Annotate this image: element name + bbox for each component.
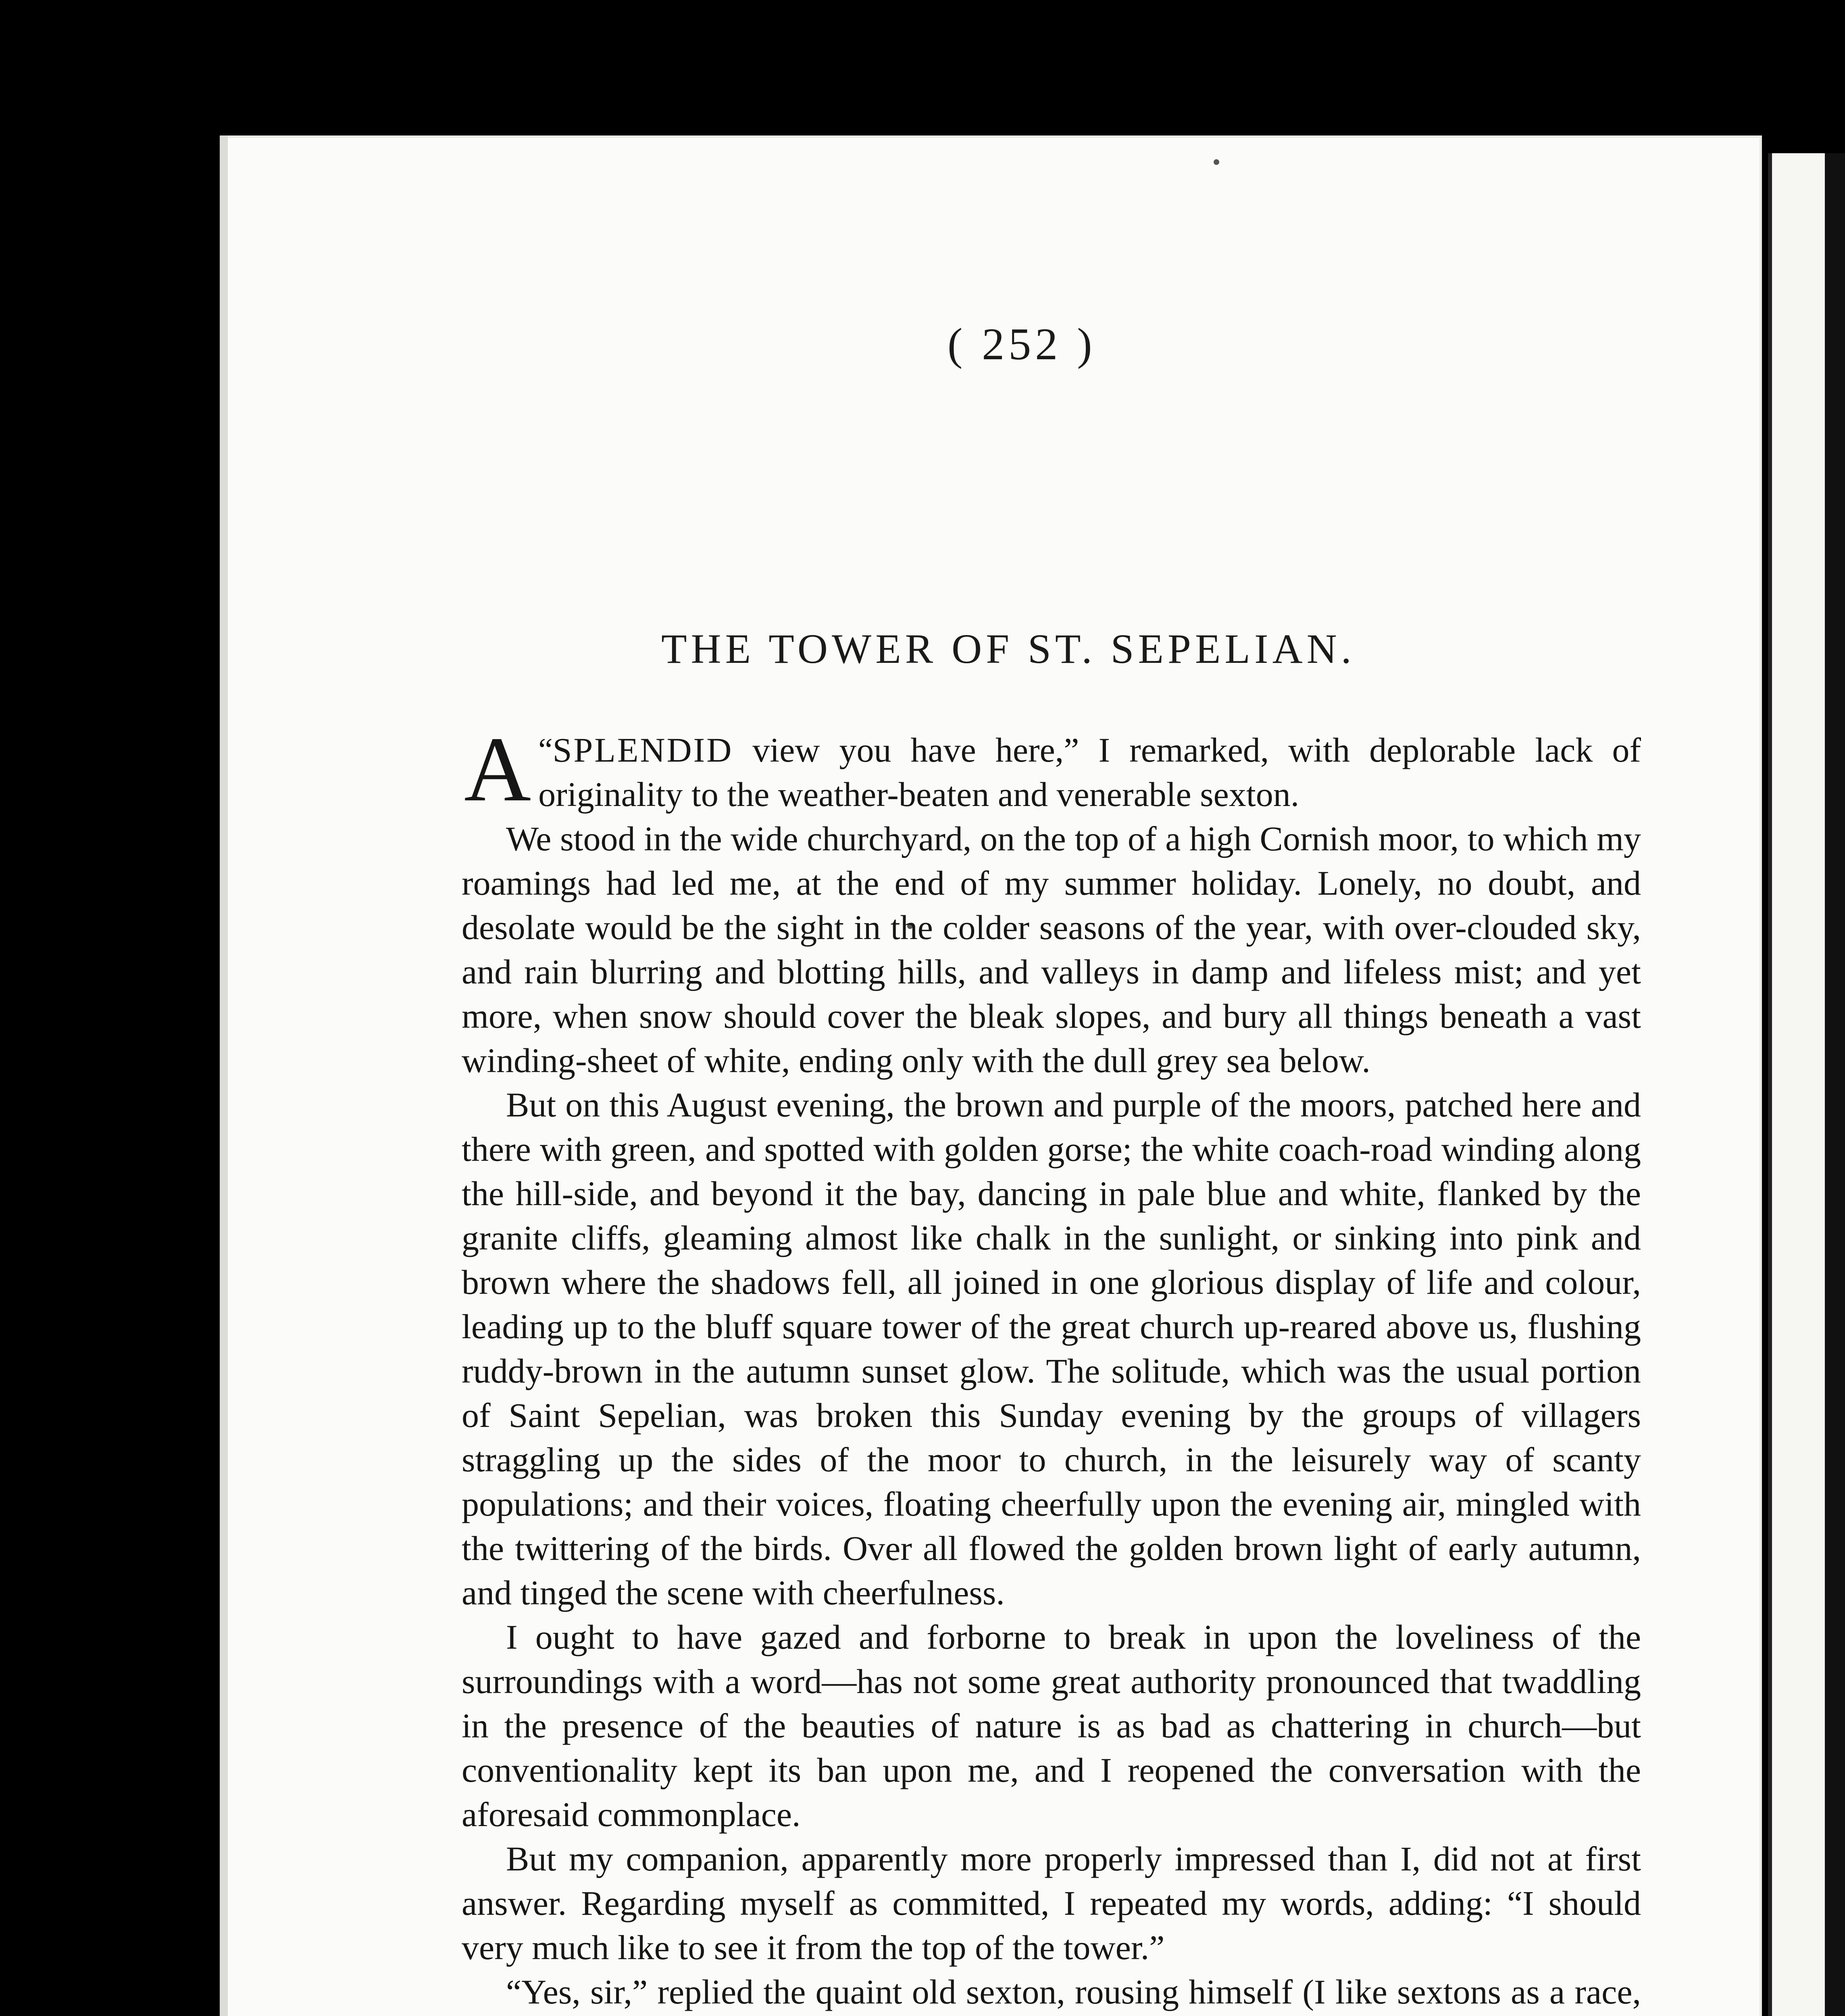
paragraph: I ought to have gazed and forborne to break in upon the loveliness of the surroundings with a word—has not some great authority pronounced that twaddling in the presence of the beauties of nature is as bad as chattering in church—but conventionality kept its ban upon me, and I reopened the conversation with the aforesaid commonplace. [462,1618,1641,1834]
page-speck [1214,159,1219,165]
chapter-title: THE TOWER OF ST. SEPELIAN. [661,626,1356,672]
paragraph: We stood in the wide churchyard, on the top of a high Cornish moor, to which my roamings had led me, at the end of my summer holiday. Lonely, no doubt, and desolate would be the sight in the colder seasons of the year, with over-clouded sky, and rain blurring and blotting hills, and valleys in damp and lifeless mist; and yet more, when snow should cover the bleak slopes, and bury all things beneath a vast winding-sheet of white, ending only with the dull grey sea below. [462,819,1641,1080]
page-number: ( 252 ) [947,319,1096,369]
paragraph: But on this August evening, the brown and purple of the moors, patched here and there with green, and spotted with golden gorse; the white coach-road winding along the hill-side, and beyond it the bay, dancing in pale blue and white, flanked by the granite cliffs, gleaming almost like chalk in the sunlight, or sinking into pink and brown where the shadows fell, all joined in one glorious display of life and colour, leading up to the bluff square tower of the great church up-reared above us, flushing ruddy-brown in the autumn sunset glow. The solitude, which was the usual portion of Saint Sepelian, was broken this Sunday evening by the groups of villagers straggling up the sides of the moor to church, in the leisurely way of scanty populations; and their voices, floating cheerfully upon the evening air, mingled with the twittering of the birds. Over all flowed the golden brown light of early autumn, and tinged the scene with cheerfulness. [462,1085,1641,1612]
opening-sentence: view you have here,” I remarked, with deplorable lack of originality to the weather-beaten and venerable sexton. [538,731,1641,814]
paragraph: But my companion, apparently more properly impressed than I, did not at first answer. Regarding myself as committed, I repeated my words, adding: “I should very much like to see it from the top of the tower.” [462,1839,1641,1967]
page-gutter-edge [220,135,228,2016]
first-word: SPLENDID [552,731,733,769]
paragraph: “Yes, sir,” replied the quaint old sexton, rousing himself (I like sextons as a race, [506,1972,1641,2011]
drop-cap: A [464,718,531,821]
opening-paragraph [462,718,1641,821]
opening-quote: “ [538,732,553,768]
adjacent-page-edge [1768,153,1845,2016]
body-text [462,718,1641,2016]
